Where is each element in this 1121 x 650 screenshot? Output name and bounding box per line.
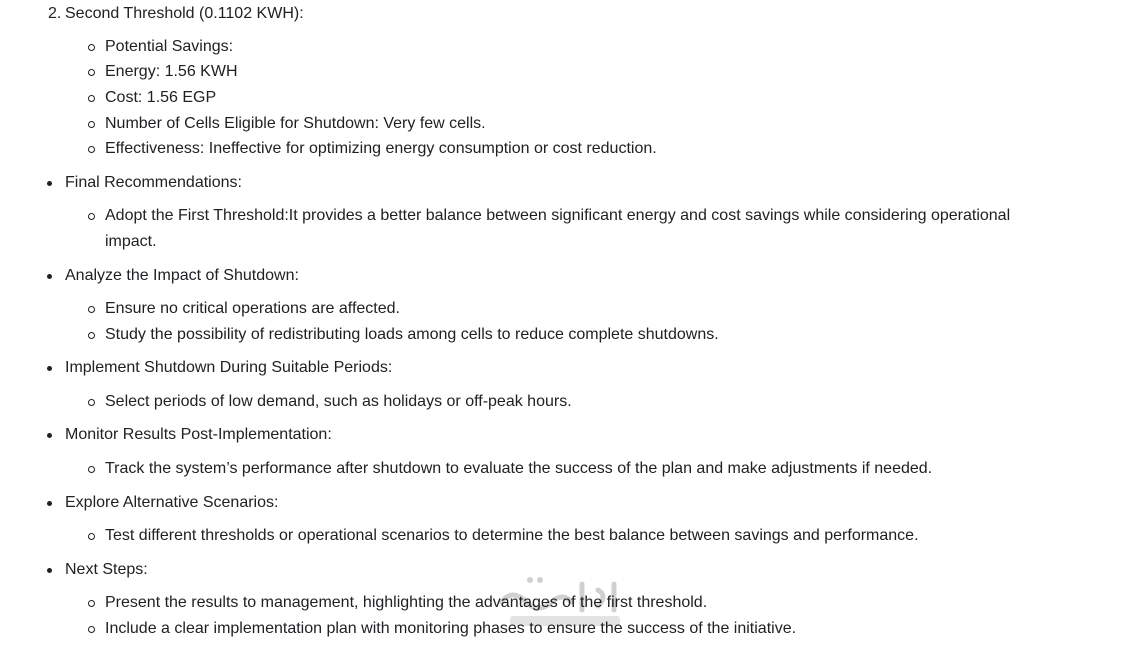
list-item: Potential Savings: — [0, 34, 233, 60]
list-item: Adopt the First Threshold:It provides a better balance between significant energy and cost savings while considering operational — [0, 203, 1010, 229]
list-item: Effectiveness: Ineffective for optimizing energy consumption or cost reduction. — [0, 136, 657, 162]
section-heading-monitor-results: Monitor Results Post-Implementation: — [0, 422, 332, 448]
list-item: Track the system’s performance after shutdown to evaluate the success of the plan and make adjustments if needed. — [0, 456, 932, 482]
section-heading-explore-alternatives: Explore Alternative Scenarios: — [0, 490, 278, 516]
circle-bullet-icon — [88, 213, 95, 220]
list-item: Study the possibility of redistributing loads among cells to reduce complete shutdowns. — [0, 322, 719, 348]
circle-bullet-icon — [88, 399, 95, 406]
disc-bullet-icon — [47, 568, 52, 573]
section-heading-analyze-impact: Analyze the Impact of Shutdown: — [0, 263, 299, 289]
list-item: Include a clear implementation plan with monitoring phases to ensure the success of the initiative. — [0, 616, 796, 642]
list-item: Number of Cells Eligible for Shutdown: Very few cells. — [0, 111, 486, 137]
circle-bullet-icon — [88, 332, 95, 339]
circle-bullet-icon — [88, 600, 95, 607]
circle-bullet-icon — [88, 121, 95, 128]
item-number: 2. — [48, 5, 62, 22]
list-item: Ensure no critical operations are affected. — [0, 296, 400, 322]
disc-bullet-icon — [47, 366, 52, 371]
disc-bullet-icon — [47, 433, 52, 438]
section-heading-next-steps: Next Steps: — [0, 557, 148, 583]
section-heading-implement-shutdown: Implement Shutdown During Suitable Periods: — [0, 355, 392, 381]
list-item: Present the results to management, highlighting the advantages of the first threshold. — [0, 590, 707, 616]
list-item: Energy: 1.56 KWH — [0, 59, 238, 85]
list-item: Test different thresholds or operational scenarios to determine the best balance between savings and performance. — [0, 523, 919, 549]
circle-bullet-icon — [88, 95, 95, 102]
circle-bullet-icon — [88, 533, 95, 540]
circle-bullet-icon — [88, 306, 95, 313]
list-item: Cost: 1.56 EGP — [0, 85, 216, 111]
circle-bullet-icon — [88, 466, 95, 473]
disc-bullet-icon — [47, 274, 52, 279]
list-item: Select periods of low demand, such as holidays or off-peak hours. — [0, 389, 572, 415]
circle-bullet-icon — [88, 626, 95, 633]
disc-bullet-icon — [47, 501, 52, 506]
circle-bullet-icon — [88, 44, 95, 51]
section-heading-final-recommendations: Final Recommendations: — [0, 170, 242, 196]
threshold-heading: Second Threshold (0.1102 KWH): — [65, 5, 304, 22]
disc-bullet-icon — [47, 181, 52, 186]
circle-bullet-icon — [88, 69, 95, 76]
circle-bullet-icon — [88, 146, 95, 153]
